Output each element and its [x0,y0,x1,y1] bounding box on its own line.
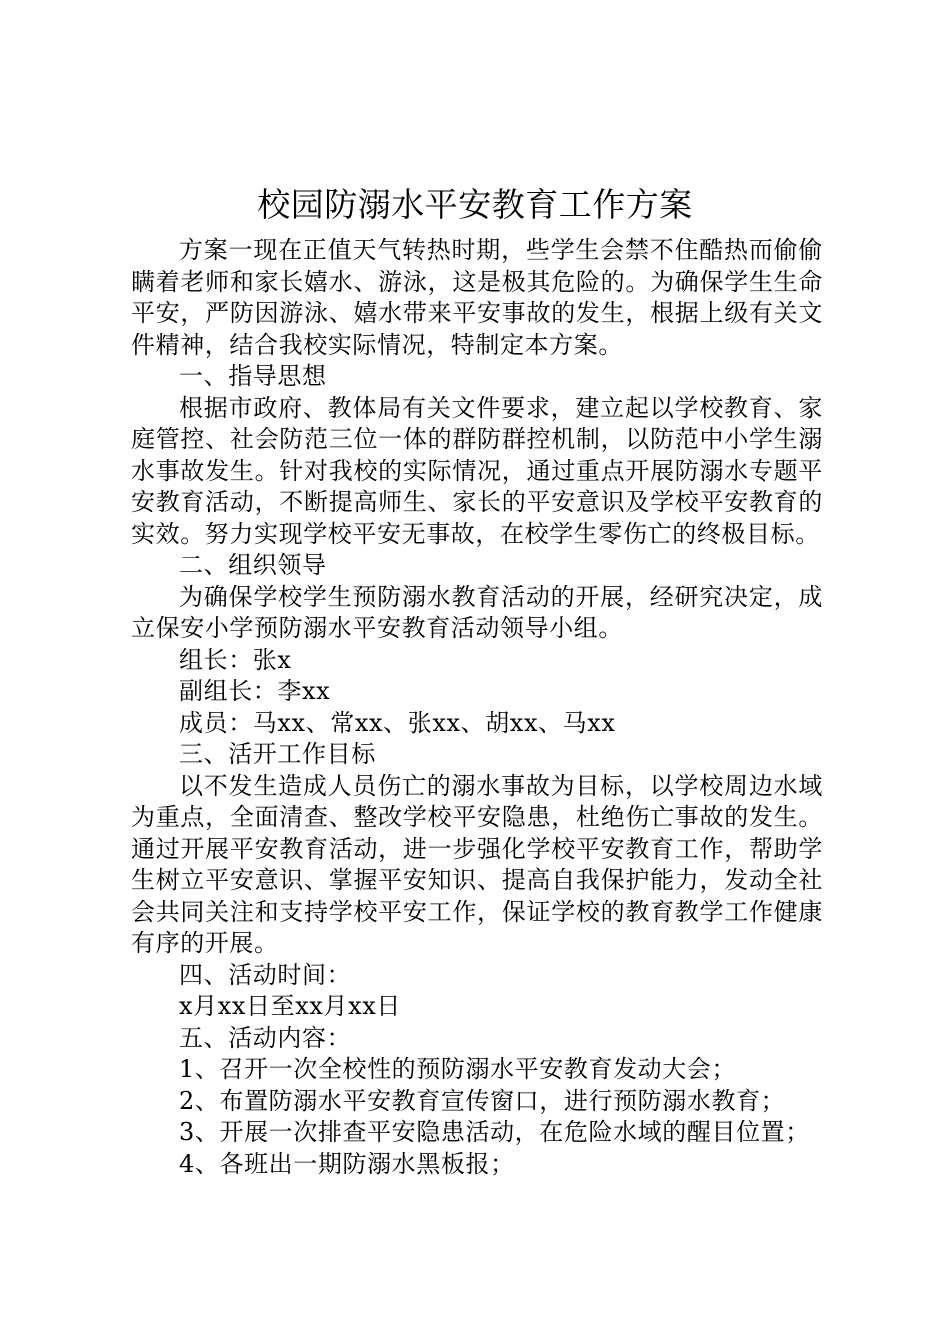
section-heading-goals: 三、活开工作目标 [179,740,376,768]
deputy-leader-line: 副组长：李xx [179,677,331,705]
activity-time-line: x月xx日至xx月xx日 [179,992,401,1020]
section-heading-organization: 二、组织领导 [179,551,327,579]
goals-paragraph: 以不发生造成人员伤亡的溺水事故为目标，以学校周边水域为重点，全面清查、整改学校平安隐患，杜绝伤亡事故的发生。通过开展平安教育活动，进一步强化学校平安教育工作，帮助学生树立平安意识、掌握平安知识、提高自我保护能力，发动全社会共同关注和支持学校平安工作，保证学校的教育教学工作健康有序的开展。 [131,771,823,957]
activity-item: 3、开展一次排查平安隐患活动，在危险水域的醒目位置； [179,1118,810,1146]
organization-paragraph: 为确保学校学生预防溺水教育活动的开展，经研究决定，成立保安小学预防溺水平安教育活动领导小组。 [131,582,823,642]
intro-paragraph: 方案一现在正值天气转热时期，些学生会禁不住酷热而偷偷瞒着老师和家长嬉水、游泳，这是极其危险的。为确保学生生命平安，严防因游泳、嬉水带来平安事故的发生，根据上级有关文件精神，结合我校实际情况，特制定本方案。 [131,236,823,359]
activity-item: 1、召开一次全校性的预防溺水平安教育发动大会； [179,1055,737,1083]
team-leader-line: 组长：张x [179,645,292,674]
section-heading-activity-time: 四、活动时间： [179,960,352,989]
guiding-ideology-paragraph: 根据市政府、教体局有关文件要求，建立起以学校教育、家庭管控、社会防范三位一体的群防群控机制，以防范中小学生溺水事故发生。针对我校的实际情况，通过重点开展防溺水专题平安教育活动，不断提高师生、家长的平安意识及学校平安教育的实效。努力实现学校平安无事故，在校学生零伤亡的终极目标。 [131,393,823,548]
members-line: 成员：马xx、常xx、张xx、胡xx、马xx [179,708,616,737]
section-heading-activity-content: 五、活动内容： [179,1023,352,1052]
activity-item: 4、各班出一期防溺水黑板报； [179,1149,515,1178]
section-heading-guiding-ideology: 一、指导思想 [179,362,327,390]
document-body [131,235,823,1180]
activity-item: 2、布置防溺水平安教育宣传窗口，进行预防溺水教育； [179,1086,786,1115]
document-title: 校园防溺水平安教育工作方案 [257,185,693,224]
